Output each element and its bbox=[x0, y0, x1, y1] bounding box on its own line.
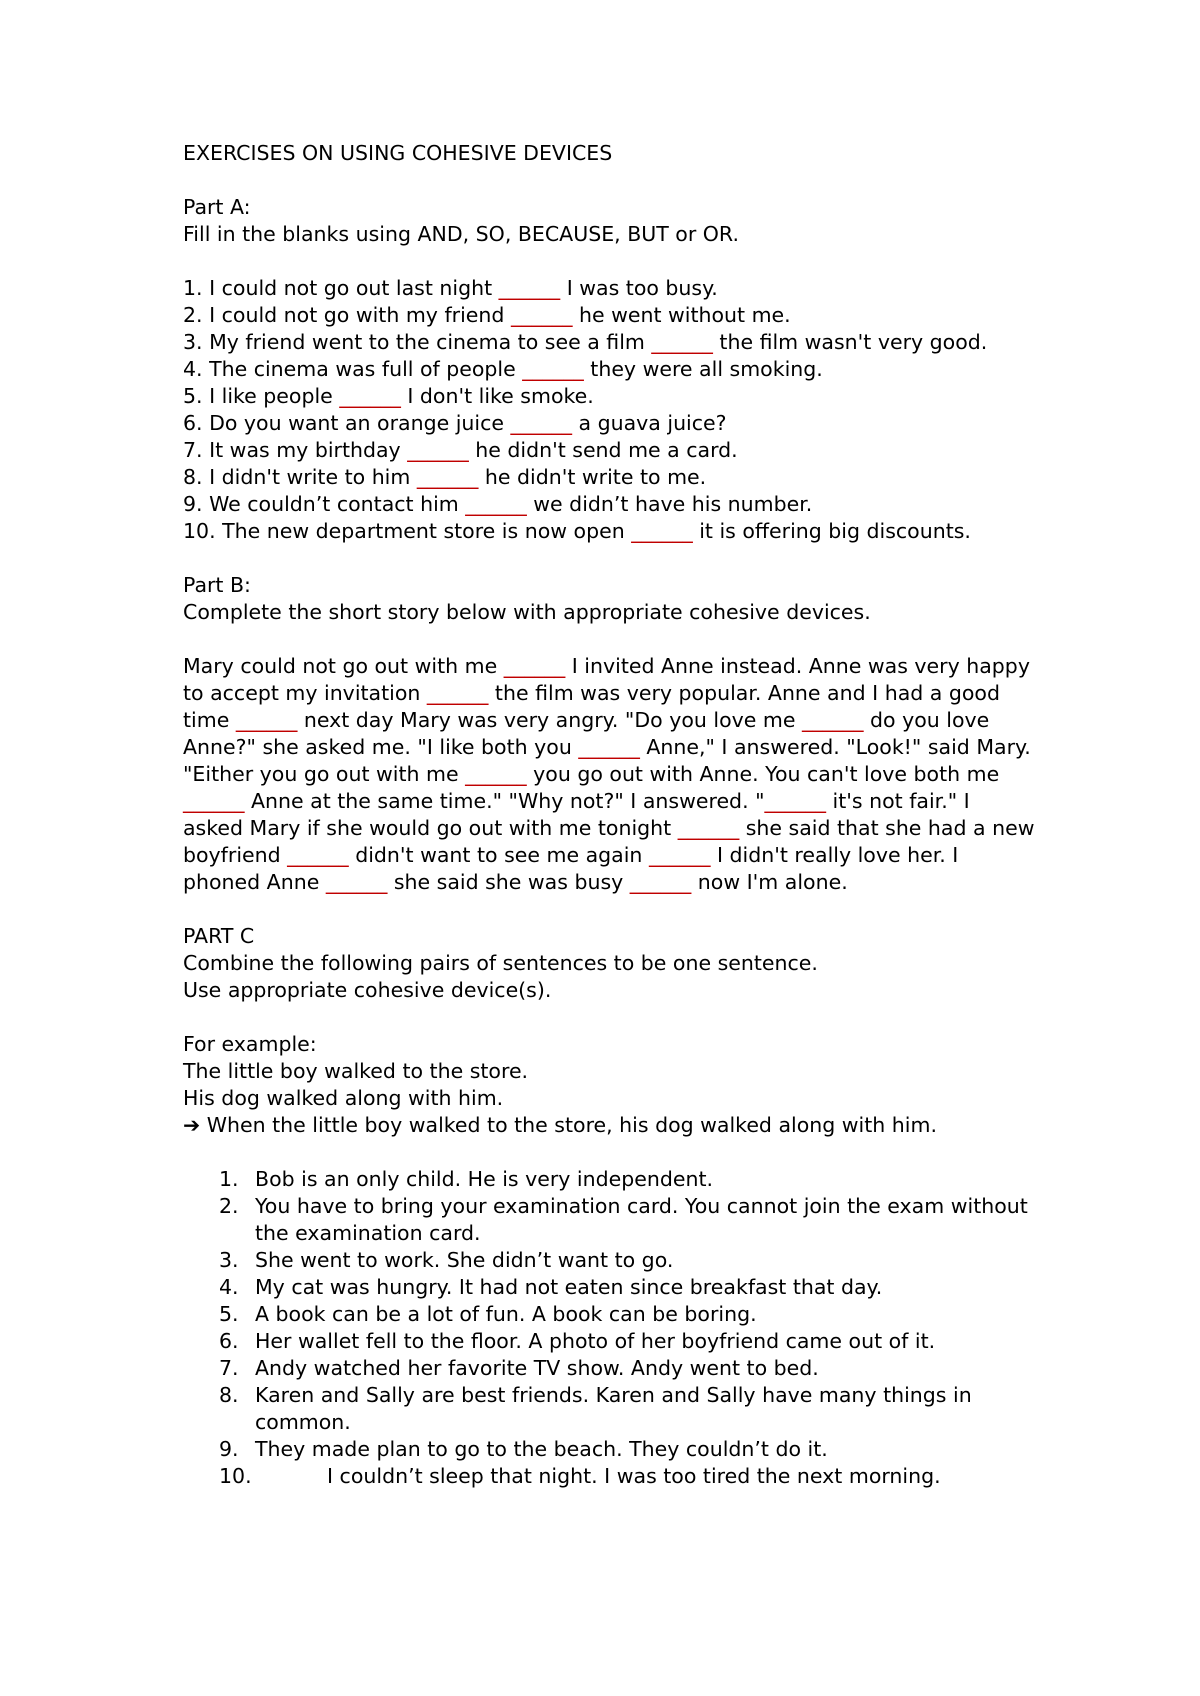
story-text: I didn't really love her. I bbox=[710, 843, 959, 867]
answer-blank[interactable]: ______ bbox=[510, 411, 572, 435]
exercise-item bbox=[183, 275, 1043, 302]
exercise-item bbox=[183, 464, 1043, 491]
list-item bbox=[183, 1193, 1043, 1247]
exercise-text: 3. My friend went to the cinema to see a film bbox=[183, 330, 652, 354]
exercise-text: he didn't write to me. bbox=[478, 465, 707, 489]
story-line bbox=[183, 653, 1043, 680]
answer-blank[interactable]: ______ bbox=[651, 330, 713, 354]
story-line bbox=[183, 842, 1043, 869]
part-a-exercise-list bbox=[183, 275, 1043, 545]
list-number: 7. bbox=[219, 1356, 239, 1380]
part-c-sentence-list bbox=[183, 1166, 1043, 1490]
story-line bbox=[183, 734, 1043, 761]
story-text: I invited Anne instead. Anne was very happy bbox=[565, 654, 1030, 678]
exercise-item bbox=[183, 302, 1043, 329]
list-number: 10. bbox=[219, 1464, 252, 1488]
exercise-text: I don't like smoke. bbox=[400, 384, 594, 408]
list-number: 6. bbox=[219, 1329, 239, 1353]
exercise-text: 1. I could not go out last night bbox=[183, 276, 499, 300]
story-text: she said she was busy bbox=[387, 870, 630, 894]
exercise-text: we didn’t have his number. bbox=[526, 492, 813, 516]
story-line bbox=[183, 815, 1043, 842]
exercise-text: a guava juice? bbox=[572, 411, 727, 435]
exercise-text: 4. The cinema was full of people bbox=[183, 357, 523, 381]
exercise-item bbox=[183, 410, 1043, 437]
exercise-text: 7. It was my birthday bbox=[183, 438, 408, 462]
answer-blank[interactable]: ______ bbox=[416, 465, 479, 489]
story-text: didn't want to see me again bbox=[348, 843, 649, 867]
list-number: 3. bbox=[219, 1248, 239, 1272]
answer-blank[interactable]: ______ bbox=[407, 438, 469, 462]
answer-blank[interactable]: ______ bbox=[510, 303, 573, 327]
list-item-text: Her wallet fell to the floor. A photo of her boyfriend came out of it. bbox=[255, 1329, 936, 1353]
story-text: next day Mary was very angry. "Do you love me bbox=[297, 708, 802, 732]
list-item bbox=[183, 1355, 1043, 1382]
exercise-text: 10. The new department store is now open bbox=[183, 519, 632, 543]
story-text: Mary could not go out with me bbox=[183, 654, 504, 678]
part-b-story bbox=[183, 653, 1043, 896]
exercise-text: 5. I like people bbox=[183, 384, 340, 408]
example-sentence: His dog walked along with him. bbox=[183, 1086, 504, 1110]
list-number: 9. bbox=[219, 1437, 239, 1461]
arrow-right-icon: ➔ bbox=[183, 1113, 201, 1137]
list-item-text: Bob is an only child. He is very independent. bbox=[255, 1167, 714, 1191]
answer-blank[interactable]: ______ bbox=[503, 654, 566, 678]
document-title: EXERCISES ON USING COHESIVE DEVICES bbox=[183, 141, 613, 165]
part-a-instruction: Fill in the blanks using AND, SO, BECAUSE, BUT or OR. bbox=[183, 222, 739, 246]
part-b-instruction: Complete the short story below with appropriate cohesive devices. bbox=[183, 600, 871, 624]
exercise-text: 9. We couldn’t contact him bbox=[183, 492, 466, 516]
answer-blank[interactable]: ______ bbox=[631, 519, 693, 543]
story-text: she said that she had a new bbox=[739, 816, 1035, 840]
document-page bbox=[183, 140, 1043, 1490]
list-item-text: A book can be a lot of fun. A book can be boring. bbox=[255, 1302, 757, 1326]
part-b-heading: Part B: bbox=[183, 573, 251, 597]
answer-blank[interactable]: ______ bbox=[578, 735, 640, 759]
story-text: to accept my invitation bbox=[183, 681, 427, 705]
list-item bbox=[183, 1247, 1043, 1274]
story-text: Anne?" she asked me. "I like both you bbox=[183, 735, 579, 759]
example-label: For example: bbox=[183, 1032, 317, 1056]
exercise-text: they were all smoking. bbox=[583, 357, 823, 381]
exercise-item bbox=[183, 437, 1043, 464]
answer-blank[interactable]: ______ bbox=[648, 843, 711, 867]
exercise-text: 2. I could not go with my friend bbox=[183, 303, 511, 327]
answer-blank[interactable]: ______ bbox=[764, 789, 827, 813]
exercise-item bbox=[183, 329, 1043, 356]
list-number: 8. bbox=[219, 1383, 239, 1407]
story-text: do you love bbox=[863, 708, 990, 732]
list-item bbox=[183, 1328, 1043, 1355]
answer-blank[interactable]: ______ bbox=[426, 681, 489, 705]
example-answer-text: When the little boy walked to the store, his dog walked along with him. bbox=[200, 1113, 937, 1137]
answer-blank[interactable]: ______ bbox=[235, 708, 298, 732]
exercise-item bbox=[183, 383, 1043, 410]
list-item bbox=[183, 1274, 1043, 1301]
list-item-text: Karen and Sally are best friends. Karen and Sally have many things in common. bbox=[255, 1383, 972, 1434]
answer-blank[interactable]: ______ bbox=[465, 492, 527, 516]
answer-blank[interactable]: ______ bbox=[325, 870, 388, 894]
story-line bbox=[183, 680, 1043, 707]
list-item-text: They made plan to go to the beach. They couldn’t do it. bbox=[255, 1437, 828, 1461]
answer-blank[interactable]: ______ bbox=[801, 708, 864, 732]
list-number: 5. bbox=[219, 1302, 239, 1326]
part-b-section bbox=[183, 572, 1043, 896]
part-a-heading: Part A: bbox=[183, 195, 251, 219]
list-item bbox=[183, 1301, 1043, 1328]
story-line bbox=[183, 788, 1043, 815]
list-item-text: She went to work. She didn’t want to go. bbox=[255, 1248, 674, 1272]
list-number: 4. bbox=[219, 1275, 239, 1299]
story-text: you go out with Anne. You can't love both me bbox=[526, 762, 1000, 786]
exercise-text: 8. I didn't write to him bbox=[183, 465, 417, 489]
story-text: time bbox=[183, 708, 236, 732]
part-c-heading: PART C bbox=[183, 924, 255, 948]
story-text: it's not fair." I bbox=[826, 789, 970, 813]
story-text: Anne," I answered. "Look!" said Mary. bbox=[639, 735, 1031, 759]
list-item bbox=[183, 1463, 1043, 1490]
list-item-text: I couldn’t sleep that night. I was too tired the next morning. bbox=[327, 1464, 941, 1488]
story-text: the film was very popular. Anne and I had a good bbox=[488, 681, 1000, 705]
list-item bbox=[183, 1382, 1043, 1436]
story-text: boyfriend bbox=[183, 843, 288, 867]
exercise-item bbox=[183, 518, 1043, 545]
story-line bbox=[183, 761, 1043, 788]
exercise-text: the film wasn't very good. bbox=[712, 330, 988, 354]
list-number: 1. bbox=[219, 1167, 239, 1191]
list-number: 2. bbox=[219, 1194, 239, 1218]
example-sentence: The little boy walked to the store. bbox=[183, 1059, 529, 1083]
example-answer bbox=[183, 1112, 1043, 1139]
list-item bbox=[183, 1166, 1043, 1193]
exercise-text: it is offering big discounts. bbox=[692, 519, 971, 543]
part-a-section bbox=[183, 194, 1043, 545]
exercise-item bbox=[183, 356, 1043, 383]
story-text: now I'm alone. bbox=[691, 870, 848, 894]
part-c-instruction: Combine the following pairs of sentences to be one sentence. bbox=[183, 951, 818, 975]
answer-blank[interactable]: ______ bbox=[498, 276, 561, 300]
exercise-text: he went without me. bbox=[572, 303, 791, 327]
answer-blank[interactable]: ______ bbox=[629, 870, 692, 894]
story-text: "Either you go out with me bbox=[183, 762, 466, 786]
story-text: phoned Anne bbox=[183, 870, 326, 894]
exercise-text: he didn't send me a card. bbox=[468, 438, 738, 462]
answer-blank[interactable]: ______ bbox=[465, 762, 527, 786]
list-item bbox=[183, 1436, 1043, 1463]
list-item-text: Andy watched her favorite TV show. Andy went to bed. bbox=[255, 1356, 819, 1380]
exercise-item bbox=[183, 491, 1043, 518]
answer-blank[interactable]: ______ bbox=[677, 816, 740, 840]
exercise-text: I was too busy. bbox=[560, 276, 718, 300]
story-line bbox=[183, 707, 1043, 734]
story-text: asked Mary if she would go out with me tonight bbox=[183, 816, 678, 840]
list-item-text: You have to bring your examination card. You cannot join the exam without the examination card. bbox=[255, 1194, 1028, 1245]
exercise-text: 6. Do you want an orange juice bbox=[183, 411, 511, 435]
story-text: Anne at the same time." "Why not?" I answered. " bbox=[244, 789, 765, 813]
answer-blank[interactable]: ______ bbox=[287, 843, 349, 867]
answer-blank[interactable]: ______ bbox=[183, 789, 245, 813]
part-c-instruction: Use appropriate cohesive device(s). bbox=[183, 978, 552, 1002]
story-line bbox=[183, 869, 1043, 896]
part-c-section bbox=[183, 923, 1043, 1490]
list-item-text: My cat was hungry. It had not eaten since breakfast that day. bbox=[255, 1275, 883, 1299]
answer-blank[interactable]: ______ bbox=[339, 384, 401, 408]
answer-blank[interactable]: ______ bbox=[522, 357, 584, 381]
